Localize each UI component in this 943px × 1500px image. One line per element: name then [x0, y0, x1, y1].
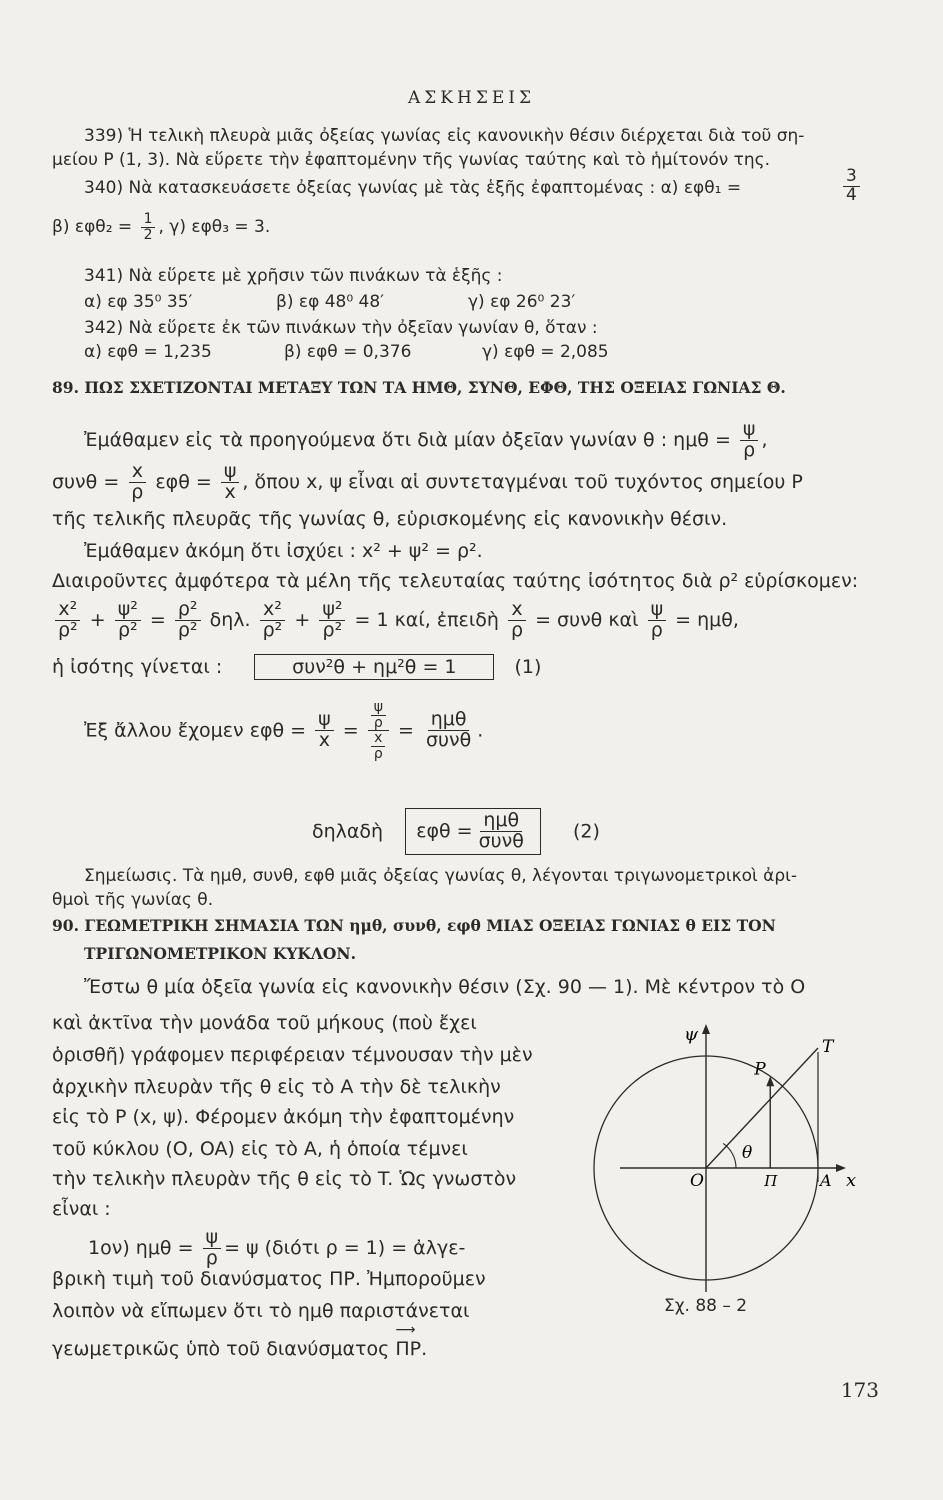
s89-note-line1: Σημείωσις. Τὰ ημθ, συνθ, εφθ μιᾶς ὀξείας γωνίας θ, λέγονται τριγωνομετρικοὶ ἀρι-: [84, 866, 798, 886]
label-P: P: [754, 1059, 766, 1080]
frac-den: ρ: [205, 1246, 218, 1269]
page-number: 173: [840, 1378, 879, 1402]
exercise-341-c: γ) εφ 26⁰ 23′: [468, 292, 576, 312]
eq1-kai: = 1 καί, ἐπειδὴ: [354, 608, 499, 631]
s90-line6: τοῦ κύκλου (O, OA) εἰς τὸ A, ἡ ὁποία τέμνει: [52, 1138, 468, 1160]
exercise-341-line1: 341) Νὰ εὕρετε μὲ χρῆσιν τῶν πινάκων τὰ ἑξῆς :: [84, 266, 503, 286]
frac-den: ρ²: [117, 618, 138, 641]
s90-line10: βρικὴ τιμὴ τοῦ διανύσματος ΠΡ. Ἠμποροῦμεν: [52, 1268, 486, 1290]
section-89-heading: 89. ΠΩΣ ΣΧΕΤΙΖΟΝΤΑΙ ΜΕΤΑΞΥ ΤΩΝ ΤΑ ΗΜΘ, ΣΥΝΘ, ΕΦΘ, ΤΗΣ ΟΞΕΙΑΣ ΓΩΝΙΑΣ Θ.: [52, 378, 786, 397]
label-y: ψ: [684, 1024, 699, 1045]
exercise-342-line1: 342) Νὰ εὕρετε ἐκ τῶν πινάκων τὴν ὀξεῖαν γωνίαν θ, ὅταν :: [84, 318, 598, 338]
s89-p7-prefix: ἡ ἰσότης γίνεται :: [52, 656, 223, 678]
tan-box: [405, 808, 541, 855]
s90-line12: [52, 1338, 427, 1360]
exercises-title: ΑΣΚΗΣΕΙΣ: [408, 88, 535, 108]
frac-num: ψ²: [115, 600, 141, 621]
exercise-342-a: α) εφθ = 1,235: [84, 342, 212, 362]
s90-l12-suffix: .: [421, 1338, 428, 1360]
label-A: A: [820, 1171, 832, 1190]
exercise-342-b: β) εφθ = 0,376: [284, 342, 412, 362]
exercise-341-a: α) εφ 35⁰ 35′: [84, 292, 193, 312]
trig-circle-figure: [570, 1012, 870, 1302]
frac-num: ψ: [740, 420, 759, 441]
frac-num: x: [371, 731, 385, 747]
frac-den: ρ²: [262, 618, 283, 641]
s90-line9: [88, 1228, 465, 1269]
frac-num: ημθ: [480, 811, 522, 832]
frac-den: 4: [846, 184, 857, 205]
s89-paragraph-5: Διαιροῦντες ἀμφότερα τὰ μέλη τῆς τελευταίας ταύτης ἰσότητος διὰ ρ² εὑρίσκομεν:: [52, 570, 859, 592]
s89-p8-suffix: .: [477, 719, 484, 742]
frac-num: ψ: [315, 710, 334, 731]
frac-den: ρ: [743, 438, 756, 461]
frac-num: x: [129, 462, 146, 483]
label-Pi: Π: [764, 1172, 778, 1190]
s89-paragraph-3: τῆς τελικῆς πλευρᾶς τῆς γωνίας θ, εὑρισκομένης εἰς κανονικὴν θέσιν.: [52, 508, 728, 530]
frac-den: συνθ: [425, 729, 472, 752]
s90-l12-prefix: γεωμετρικῶς ὑπὸ τοῦ διανύσματος: [52, 1338, 390, 1360]
frac-den: ρ: [650, 618, 663, 641]
s90-line4: ἀρχικὴν πλευρὰν τῆς θ εἰς τὸ A τὴν δὲ τελικὴν: [52, 1076, 501, 1098]
frac-den: ρ: [373, 714, 383, 731]
frac-den: ρ: [510, 618, 524, 641]
s89-paragraph-1: Ἐμάθαμεν εἰς τὰ προηγούμενα ὅτι διὰ μίαν ὀξεῖαν γωνίαν θ : ημθ = $\frac{\psi}{\rho}$ ,: [84, 418, 768, 461]
frac-num: ψ: [371, 700, 386, 716]
s90-line8: εἶναι :: [52, 1198, 111, 1220]
frac-num: x: [508, 600, 525, 621]
exercise-342-c: γ) εφθ = 2,085: [482, 342, 609, 362]
equals-sign: =: [342, 719, 359, 742]
s89-note-line2: θμοὶ τῆς γωνίας θ.: [52, 890, 214, 910]
s89-p1-text: Ἐμάθαμεν εἰς τὰ προηγούμενα ὅτι διὰ μίαν ὀξεῖαν γωνίαν θ : ημθ =: [84, 428, 731, 451]
s89-p2-rest: , ὅπου x, ψ εἶναι αἱ συντεταγμέναι τοῦ τυχόντος σημείου P: [242, 470, 803, 493]
section-90-heading-line2: ΤΡΙΓΩΝΟΜΕΤΡΙΚΟΝ ΚΥΚΛΟΝ.: [84, 944, 356, 963]
s89-synth-label: συνθ =: [52, 470, 120, 493]
s89-identity-row: [52, 654, 541, 680]
s90-l9-rest: = ψ (διότι ρ = 1) = ἀλγε-: [224, 1236, 466, 1259]
exercise-340-fraction: [840, 168, 863, 205]
frac-num: ψ: [203, 1228, 222, 1249]
y-axis-arrow: [702, 1024, 710, 1034]
eq-synth-kai: = συνθ καὶ: [535, 608, 639, 631]
s89-efth-label: εφθ =: [155, 470, 212, 493]
eq-imth: = ημθ,: [675, 608, 739, 631]
frac-num: ημθ: [428, 710, 470, 731]
equation-label-2: (2): [572, 820, 600, 843]
frac-num: ψ: [648, 600, 667, 621]
tan-box-lhs: εφθ =: [416, 820, 473, 843]
identity-box: συν²θ + ημ²θ = 1: [254, 654, 494, 680]
equation-label-1: (1): [514, 656, 542, 678]
s89-paragraph-2: [52, 462, 803, 503]
dilad-label: δηλαδὴ: [312, 820, 384, 843]
frac-den: x: [224, 480, 236, 503]
exercise-341-b: β) εφ 48⁰ 48′: [276, 292, 385, 312]
s89-paragraph-4: Ἐμάθαμεν ἀκόμη ὅτι ἰσχύει : x² + ψ² = ρ².: [84, 540, 483, 562]
x-axis-arrow: [836, 1164, 846, 1172]
frac-den: ρ: [373, 746, 383, 763]
frac-den: ρ²: [58, 618, 78, 641]
frac-den: ρ²: [177, 618, 198, 641]
frac-den: συνθ: [478, 829, 524, 852]
exercise-340-line2: [52, 212, 270, 242]
frac-num: x²: [260, 600, 285, 621]
vector-PR: ⟶ ΠΡ: [395, 1338, 421, 1360]
label-O: O: [690, 1171, 704, 1191]
s89-equation-row: [52, 600, 739, 641]
label-T: T: [822, 1037, 834, 1057]
label-x: x: [846, 1170, 857, 1191]
dil-label: δηλ.: [209, 608, 251, 631]
s90-line5: εἰς τὸ P (x, ψ). Φέρομεν ἀκόμη τὴν ἐφαπτομένην: [52, 1106, 515, 1128]
frac-den: ρ²: [322, 618, 343, 641]
s90-line3: ὁρισθῆ) γράφομεν περιφέρειαν τέμνουσαν τὴν μὲν: [52, 1044, 533, 1066]
frac-den: ρ: [131, 480, 144, 503]
s90-line11: λοιπὸν νὰ εἴπωμεν ὅτι τὸ ημθ παριστάνεται: [52, 1300, 470, 1322]
frac-num: ρ²: [175, 600, 201, 621]
frac-num: 3: [843, 168, 860, 187]
exercise-340-line1: [84, 178, 741, 198]
s89-tan-derivation: [84, 700, 483, 762]
label-theta: θ: [742, 1143, 753, 1163]
frac-num: ψ: [221, 462, 240, 483]
section-90-heading-line1: 90. ΓΕΩΜΕΤΡΙΚΗ ΣΗΜΑΣΙΑ ΤΩΝ ημθ, συνθ, εφθ ΜΙΑΣ ΟΞΕΙΑΣ ΓΩΝΙΑΣ θ ΕΙΣ ΤΟΝ: [52, 916, 776, 935]
equals-sign: =: [398, 719, 414, 742]
figure-caption: Σχ. 88 – 2: [664, 1296, 748, 1316]
s90-line1: Ἔστω θ μία ὀξεῖα γωνία εἰς κανονικὴν θέσιν (Σχ. 90 — 1). Μὲ κέντρον τὸ O: [84, 976, 806, 998]
exercise-340-text: 340) Νὰ κατασκευάσετε ὀξείας γωνίας μὲ τὰς ἑξῆς ἐφαπτομένας : α) εφθ₁ =: [84, 178, 742, 198]
s90-l9-prefix: 1ον) ημθ =: [88, 1236, 194, 1259]
exercise-339-line2: μείου P (1, 3). Νὰ εὕρετε τὴν ἐφαπτομένην τῆς γωνίας ταύτης καὶ τὸ ἡμίτονόν της.: [52, 150, 771, 170]
exercise-339-line1: 339) Ἡ τελικὴ πλευρὰ μιᾶς ὀξείας γωνίας εἰς κανονικὴν θέσιν διέρχεται διὰ τοῦ ση-: [84, 126, 805, 146]
exercise-340-b-prefix: β) εφθ₂ =: [52, 217, 133, 238]
s90-line7: τὴν τελικὴν πλευρὰν τῆς θ εἰς τὸ T. Ὡς γνωστὸν: [52, 1168, 517, 1190]
frac-num: 1: [141, 212, 156, 228]
compound-frac-den: [368, 731, 389, 761]
plus-sign: +: [89, 608, 106, 631]
exercise-340-b-suffix: , γ) εφθ₃ = 3.: [158, 217, 271, 238]
frac-num: ψ²: [319, 600, 345, 621]
frac-den: 2: [143, 226, 153, 243]
frac-num: x²: [55, 600, 80, 621]
equals-sign: =: [149, 608, 166, 631]
compound-frac-num: [368, 700, 389, 731]
plus-sign: +: [294, 608, 311, 631]
s89-tan-box-row: [312, 808, 600, 855]
frac-den: x: [318, 729, 331, 752]
s89-p8-prefix: Ἐξ ἄλλου ἔχομεν εφθ =: [84, 719, 307, 742]
s90-line2: καὶ ἀκτῖνα τὴν μονάδα τοῦ μήκους (ποὺ ἔχει: [52, 1012, 477, 1034]
